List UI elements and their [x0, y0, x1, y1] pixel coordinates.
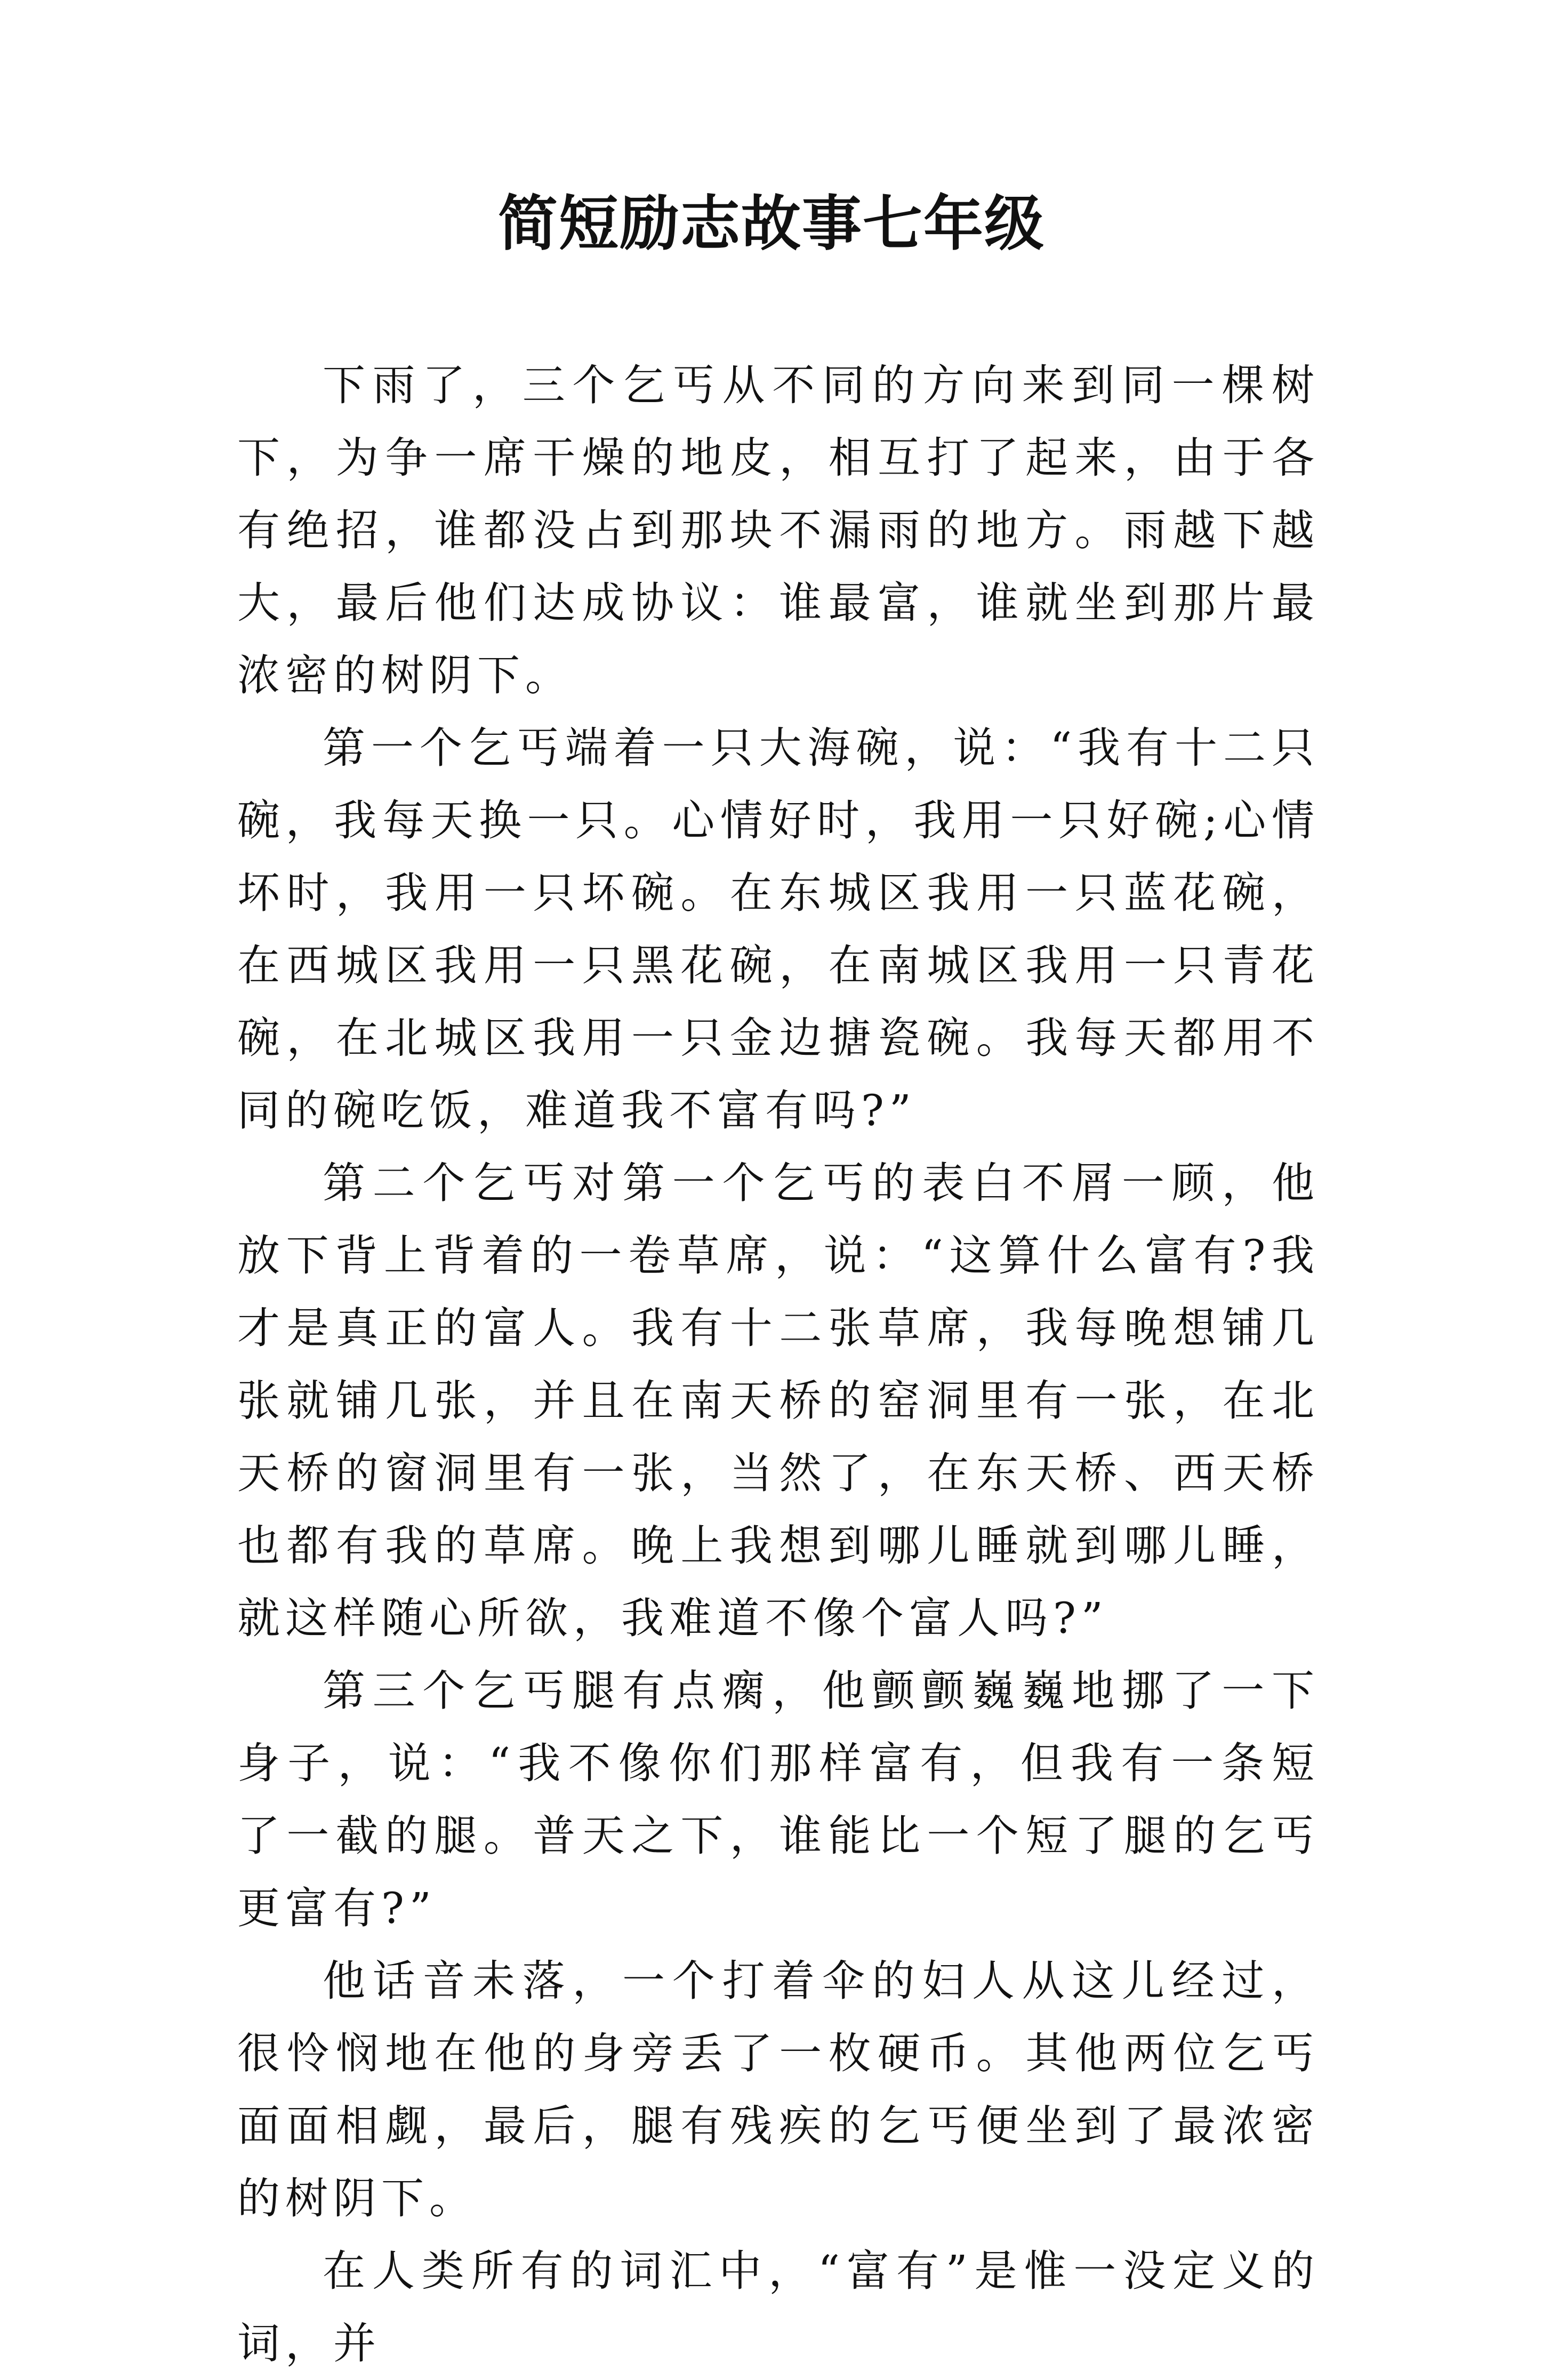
paragraph: 第三个乞丐腿有点瘸，他颤颤巍巍地挪了一下身子，说：“我不像你们那样富有，但我有一条短了一截的腿。普天之下，谁能比一个短了腿的乞丐更富有?” [237, 1666, 1320, 1933]
document-body [237, 349, 1320, 2380]
paragraph: 他话音未落，一个打着伞的妇人从这儿经过，很怜悯地在他的身旁丢了一枚硬币。其他两位乞丐面面相觑，最后，腿有残疾的乞丐便坐到了最浓密的树阴下。 [237, 1956, 1320, 2223]
paragraph: 下雨了，三个乞丐从不同的方向来到同一棵树下，为争一席干燥的地皮，相互打了起来，由于各有绝招，谁都没占到那块不漏雨的地方。雨越下越大，最后他们达成协议：谁最富，谁就坐到那片最浓密的树阴下。 [237, 360, 1320, 700]
paragraph: 第一个乞丐端着一只大海碗，说：“我有十二只碗，我每天换一只。心情好时，我用一只好碗;心情坏时，我用一只坏碗。在东城区我用一只蓝花碗，在西城区我用一只黑花碗，在南城区我用一只青花碗，在北城区我用一只金边搪瓷碗。我每天都用不同的碗吃饭，难道我不富有吗?” [237, 723, 1320, 1135]
document-title: 简短励志故事七年级 [498, 189, 1045, 259]
paragraph: 第二个乞丐对第一个乞丐的表白不屑一顾，他放下背上背着的一卷草席，说：“这算什么富有?我才是真正的富人。我有十二张草席，我每晚想铺几张就铺几张，并且在南天桥的窑洞里有一张，在北天桥的窗洞里有一张，当然了，在东天桥、西天桥也都有我的草席。晚上我想到哪儿睡就到哪儿睡，就这样随心所欲，我难道不像个富人吗?” [237, 1158, 1320, 1643]
paragraph: 在人类所有的词汇中，“富有”是惟一没定义的词，并 [237, 2246, 1320, 2368]
